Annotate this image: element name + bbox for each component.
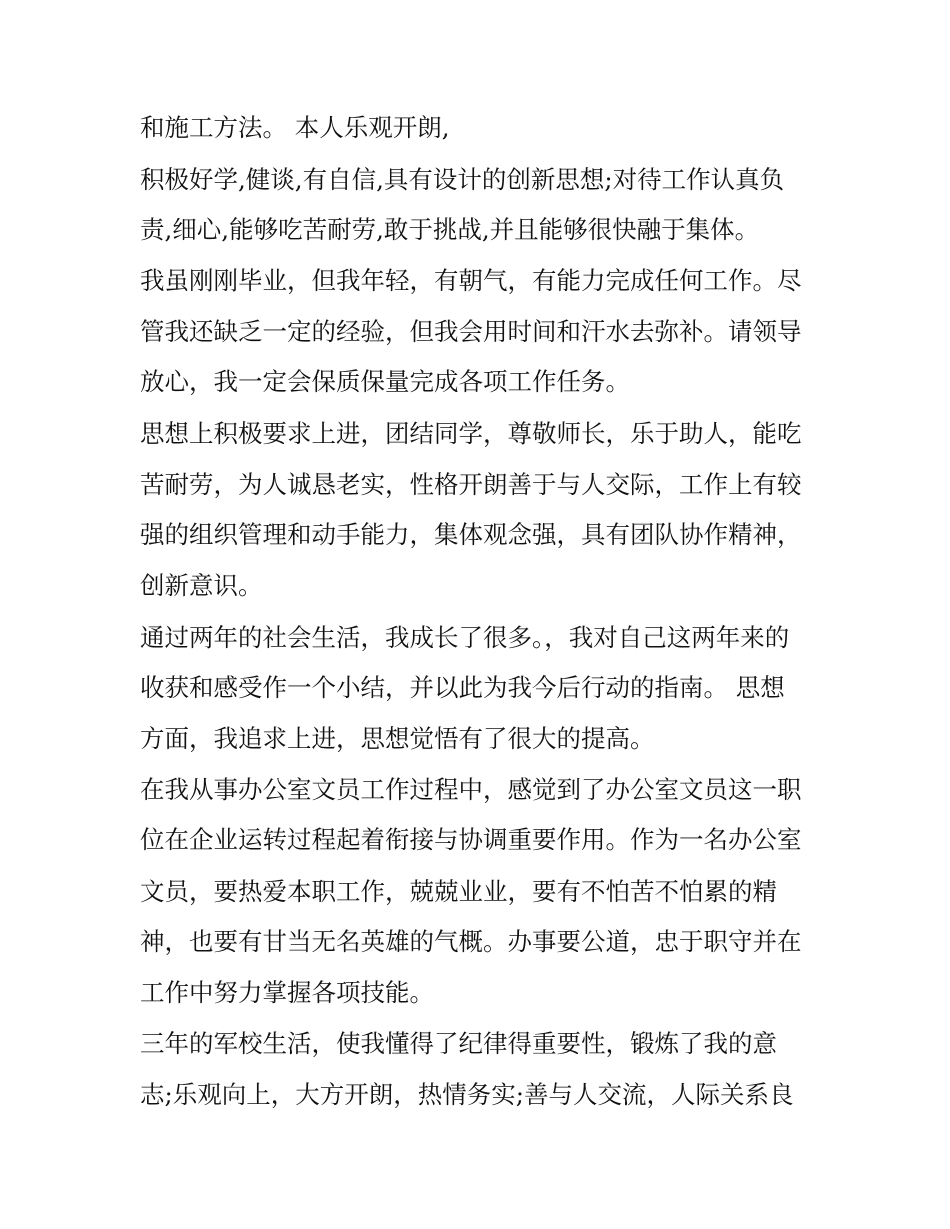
- text-line: 管我还缺乏一定的经验，但我会用时间和汗水去弥补。请领导: [140, 317, 802, 346]
- text-line: 和施工方法。 本人乐观开朗,: [140, 113, 450, 142]
- text-line: 方面，我追求上进，思想觉悟有了很大的提高。: [140, 724, 655, 753]
- text-line: 工作中努力掌握各项技能。: [140, 978, 434, 1007]
- text-line: 积极好学,健谈,有自信,具有设计的创新思想;对待工作认真负: [140, 165, 785, 194]
- text-line: 强的组织管理和动手能力，集体观念强，具有团队协作精神，: [140, 520, 802, 549]
- text-line: 在我从事办公室文员工作过程中，感觉到了办公室文员这一职: [140, 775, 802, 804]
- text-line: 苦耐劳，为人诚恳老实，性格开朗善于与人交际，工作上有较: [140, 470, 802, 499]
- text-line: 三年的军校生活，使我懂得了纪律得重要性，锻炼了我的意: [140, 1029, 777, 1058]
- text-line: 文员，要热爱本职工作，兢兢业业，要有不怕苦不怕累的精: [140, 877, 777, 906]
- text-line: 神，也要有甘当无名英雄的气概。办事要公道，忠于职守并在: [140, 927, 802, 956]
- text-line: 位在企业运转过程起着衔接与协调重要作用。作为一名办公室: [140, 825, 802, 854]
- text-line: 责,细心,能够吃苦耐劳,敢于挑战,并且能够很快融于集体。: [140, 215, 760, 244]
- text-line: 创新意识。: [140, 571, 263, 600]
- text-line: 通过两年的社会生活，我成长了很多。，我对自己这两年来的: [140, 623, 790, 652]
- text-line: 思想上积极要求上进，团结同学，尊敬师长，乐于助人，能吃: [140, 419, 802, 448]
- text-line: 收获和感受作一个小结，并以此为我今后行动的指南。 思想: [140, 673, 785, 702]
- text-line: 放心，我一定会保质保量完成各项工作任务。: [140, 367, 630, 396]
- text-line: 我虽刚刚毕业，但我年轻，有朝气，有能力完成任何工作。尽: [140, 266, 802, 295]
- text-line: 志;乐观向上，大方开朗，热情务实;善与人交流，人际关系良: [140, 1080, 794, 1109]
